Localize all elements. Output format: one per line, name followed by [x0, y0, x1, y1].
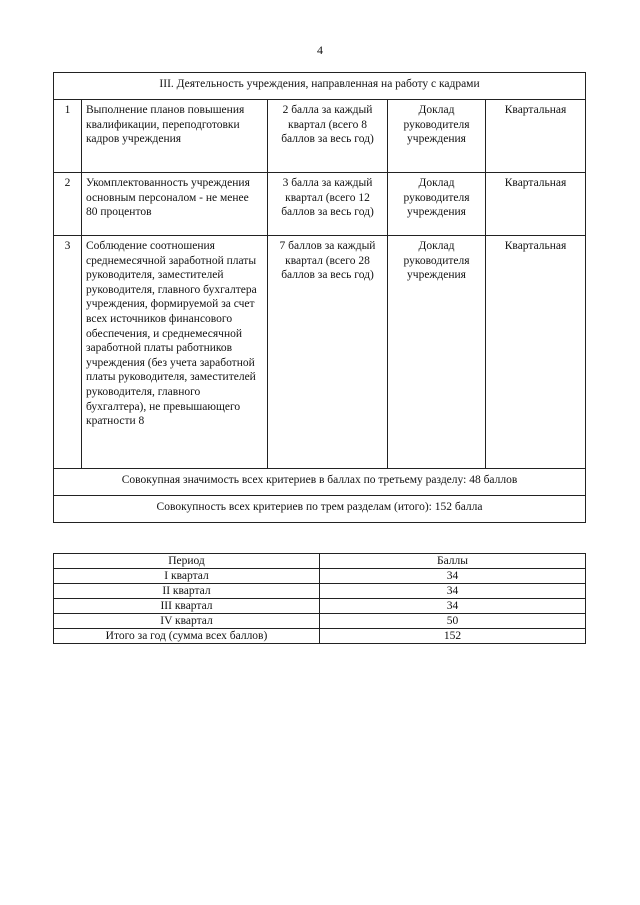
table-row [54, 236, 586, 469]
criterion-text: Выполнение планов повышения квалификации, переподготовки кадров учреждения [82, 100, 268, 173]
table-row [54, 599, 586, 614]
period-cell: Итого за год (сумма всех баллов) [54, 629, 320, 644]
period-text: Квартальная [486, 100, 586, 173]
points-column-header: Баллы [320, 554, 586, 569]
table-row [54, 584, 586, 599]
period-cell: III квартал [54, 599, 320, 614]
table-row [54, 614, 586, 629]
table-row [54, 629, 586, 644]
grand-total-text: Совокупность всех критериев по трем разделам (итого): 152 балла [54, 496, 586, 523]
row-number: 3 [54, 236, 82, 469]
row-number: 1 [54, 100, 82, 173]
section-header-row [54, 73, 586, 100]
criterion-text: Укомплектованность учреждения основным персоналом - не менее 80 процентов [82, 173, 268, 236]
section-title: III. Деятельность учреждения, направленная на работу с кадрами [54, 73, 586, 100]
points-cell: 34 [320, 584, 586, 599]
table-row [54, 100, 586, 173]
period-cell: IV квартал [54, 614, 320, 629]
table-row [54, 569, 586, 584]
points-text: 2 балла за каждый квартал (всего 8 баллов за весь год) [268, 100, 388, 173]
period-points-table [53, 553, 586, 644]
source-text: Доклад руководителя учреждения [388, 173, 486, 236]
points-cell: 34 [320, 599, 586, 614]
points-text: 7 баллов за каждый квартал (всего 28 баллов за весь год) [268, 236, 388, 469]
period-text: Квартальная [486, 236, 586, 469]
source-text: Доклад руководителя учреждения [388, 236, 486, 469]
points-cell: 34 [320, 569, 586, 584]
grand-total-row [54, 496, 586, 523]
source-text: Доклад руководителя учреждения [388, 100, 486, 173]
points-cell: 50 [320, 614, 586, 629]
section-total-row [54, 469, 586, 496]
criterion-text: Соблюдение соотношения среднемесячной заработной платы руководителя, заместителей руководителя, главного бухгалтера учреждения, формируемой за счет всех источников финансового обеспечения, и среднемесячной заработной платы работников учреждения (без учета заработной платы руководителя, заместителей руководителя, главного бухгалтера), не превышающего кратности 8 [82, 236, 268, 469]
row-number: 2 [54, 173, 82, 236]
period-column-header: Период [54, 554, 320, 569]
page-number: 4 [317, 43, 323, 57]
period-table-header [54, 554, 586, 569]
period-text: Квартальная [486, 173, 586, 236]
points-text: 3 балла за каждый квартал (всего 12 баллов за весь год) [268, 173, 388, 236]
period-cell: I квартал [54, 569, 320, 584]
points-cell: 152 [320, 629, 586, 644]
section-total-text: Совокупная значимость всех критериев в баллах по третьему разделу: 48 баллов [54, 469, 586, 496]
period-cell: II квартал [54, 584, 320, 599]
table-row [54, 173, 586, 236]
criteria-table [53, 72, 586, 523]
